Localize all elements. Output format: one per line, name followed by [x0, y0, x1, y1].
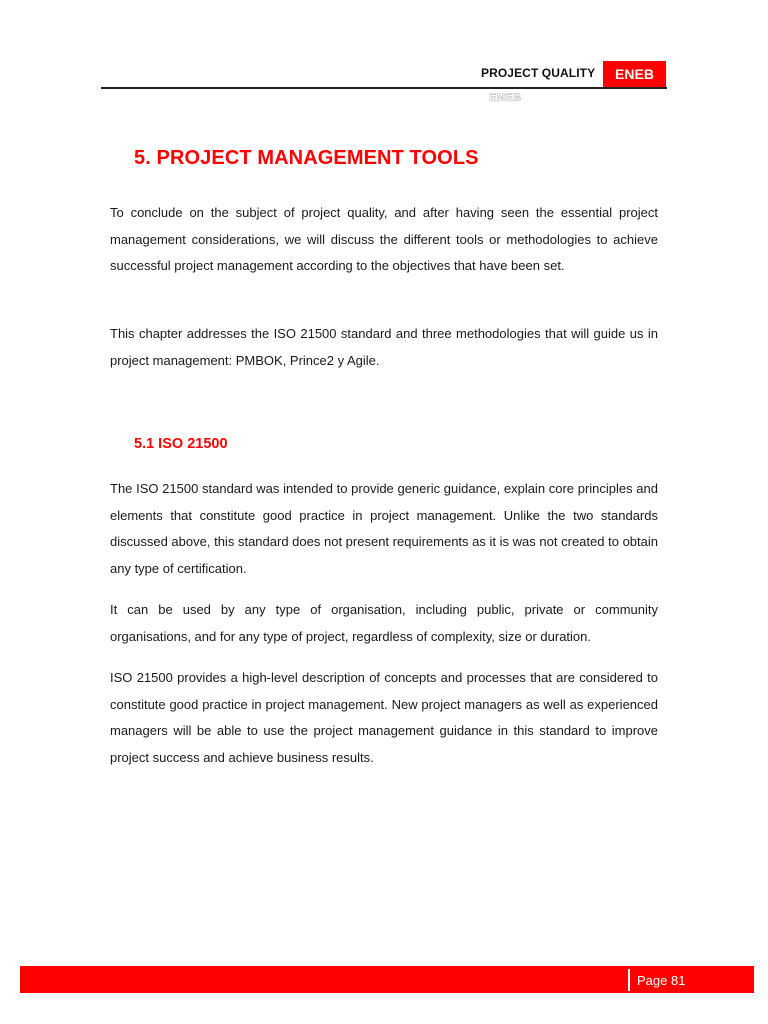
section-paragraph: ISO 21500 provides a high-level description of concepts and processes that are considered to constitute good practice in project management. New project managers as well as experienced managers will be able to use the project management guidance in this standard to improve project success and achieve business results.: [110, 670, 658, 766]
chapter-paragraph: To conclude on the subject of project quality, and after having seen the essential project management considerations, we will discuss the different tools or methodologies to achieve successful project management according to the objectives that have been set.: [110, 205, 658, 274]
header-badge: ENEB: [603, 61, 666, 87]
header-divider: [101, 87, 667, 89]
header-watermark: ENEB: [489, 92, 522, 104]
section-paragraph: The ISO 21500 standard was intended to provide generic guidance, explain core principles and elements that constitute good practice in project management. Unlike the two standards discussed above, this standard does not present requirements as it is was not created to obtain any type of certification.: [110, 481, 658, 577]
chapter-paragraph: This chapter addresses the ISO 21500 standard and three methodologies that will guide us in project management: PMBOK, Prince2 y Agile.: [110, 326, 658, 368]
section-title: 5.1 ISO 21500: [134, 436, 228, 452]
section-paragraph: It can be used by any type of organisation, including public, private or community organisations, and for any type of project, regardless of complexity, size or duration.: [110, 602, 658, 644]
header-title: PROJECT QUALITY: [481, 66, 596, 80]
chapter-title: 5. PROJECT MANAGEMENT TOOLS: [134, 147, 479, 169]
page-number: Page 81: [628, 969, 753, 991]
